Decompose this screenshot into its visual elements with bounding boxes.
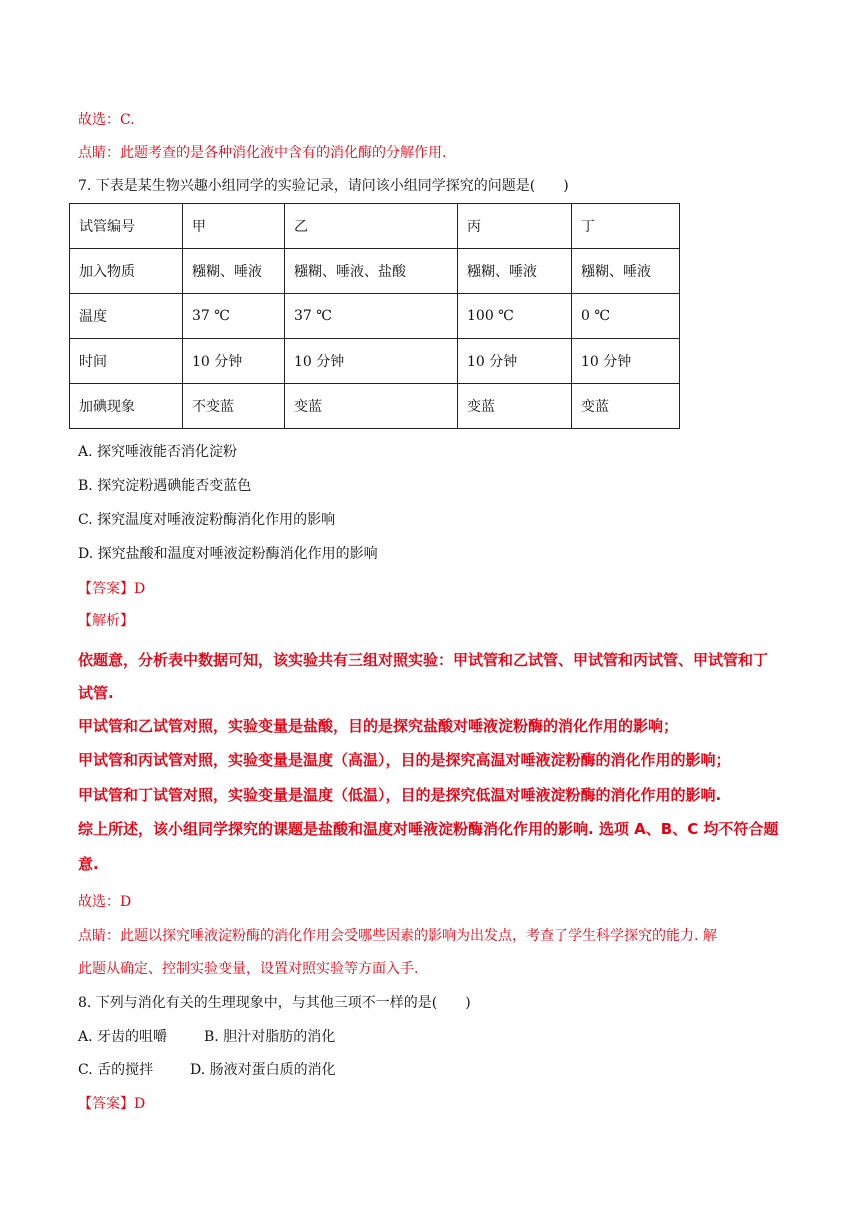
analysis-line: 综上所述，该小组同学探究的课题是盐酸和温度对唾液淀粉酶消化作用的影响. 选项 A、B、C 均不符合题 xyxy=(78,820,779,838)
table-cell: 糨糊、唾液 xyxy=(572,249,680,294)
table-row xyxy=(70,294,680,339)
previous-answer-choice: 故选：C. xyxy=(78,112,135,128)
table-row xyxy=(70,249,680,294)
question-7-stem: 7. 下表是某生物兴趣小组同学的实验记录，请问该小组同学探究的问题是( ) xyxy=(78,178,569,194)
analysis-line: 意. xyxy=(78,855,99,873)
table-cell: 丙 xyxy=(458,204,572,249)
table-cell: 加碘现象 xyxy=(70,384,183,429)
table-cell: 10 分钟 xyxy=(458,339,572,384)
option-b: B. 探究淀粉遇碘能否变蓝色 xyxy=(78,478,252,494)
table-cell: 丁 xyxy=(572,204,680,249)
question-8-option-c: C. 舌的搅拌 xyxy=(78,1062,154,1078)
table-cell: 加入物质 xyxy=(70,249,183,294)
experiment-record-table xyxy=(69,203,680,429)
table-cell: 10 分钟 xyxy=(572,339,680,384)
option-d: D. 探究盐酸和温度对唾液淀粉酶消化作用的影响 xyxy=(78,546,378,562)
question-8-option-d: D. 肠液对蛋白质的消化 xyxy=(190,1062,336,1078)
table-cell: 100 ℃ xyxy=(458,294,572,339)
table-cell: 37 ℃ xyxy=(285,294,458,339)
question-8-stem: 8. 下列与消化有关的生理现象中，与其他三项不一样的是( ) xyxy=(78,995,471,1011)
question-7-comment: 此题从确定、控制实验变量，设置对照实验等方面入手. xyxy=(78,961,419,977)
analysis-label: 【解析】 xyxy=(78,613,134,629)
option-a: A. 探究唾液能否消化淀粉 xyxy=(78,444,238,460)
table-cell: 时间 xyxy=(70,339,183,384)
table-cell: 试管编号 xyxy=(70,204,183,249)
table-cell: 温度 xyxy=(70,294,183,339)
table-cell: 甲 xyxy=(183,204,285,249)
table-cell: 乙 xyxy=(285,204,458,249)
table-cell: 变蓝 xyxy=(572,384,680,429)
table-cell: 37 ℃ xyxy=(183,294,285,339)
question-7-answer: 【答案】D xyxy=(78,581,146,597)
analysis-line: 甲试管和丁试管对照，实验变量是温度（低温），目的是探究低温对唾液淀粉酶的消化作用的影响. xyxy=(78,786,722,804)
previous-comment: 点睛：此题考查的是各种消化液中含有的消化酶的分解作用. xyxy=(78,145,447,161)
table-cell: 0 ℃ xyxy=(572,294,680,339)
analysis-line: 甲试管和乙试管对照，实验变量是盐酸，目的是探究盐酸对唾液淀粉酶的消化作用的影响； xyxy=(78,717,679,735)
table-cell: 变蓝 xyxy=(458,384,572,429)
table-cell: 糨糊、唾液 xyxy=(183,249,285,294)
table-row xyxy=(70,204,680,249)
question-8-option-b: B. 胆汁对脂肪的消化 xyxy=(204,1029,336,1045)
table-cell: 10 分钟 xyxy=(285,339,458,384)
question-7-final-choice: 故选：D xyxy=(78,894,132,910)
table-cell: 10 分钟 xyxy=(183,339,285,384)
analysis-line: 甲试管和丙试管对照，实验变量是温度（高温），目的是探究高温对唾液淀粉酶的消化作用的影响； xyxy=(78,751,731,769)
analysis-line: 依题意，分析表中数据可知，该实验共有三组对照实验：甲试管和乙试管、甲试管和丙试管、甲试管和丁 xyxy=(78,651,769,669)
analysis-line: 试管. xyxy=(78,684,114,702)
table-row xyxy=(70,384,680,429)
table-cell: 变蓝 xyxy=(285,384,458,429)
question-7-comment: 点睛：此题以探究唾液淀粉酶的消化作用会受哪些因素的影响为出发点，考查了学生科学探究的能力. 解 xyxy=(78,928,717,944)
question-8-answer: 【答案】D xyxy=(78,1096,146,1112)
table-cell: 不变蓝 xyxy=(183,384,285,429)
table-cell: 糨糊、唾液 xyxy=(458,249,572,294)
option-c: C. 探究温度对唾液淀粉酶消化作用的影响 xyxy=(78,512,336,528)
table-row xyxy=(70,339,680,384)
question-8-option-a: A. 牙齿的咀嚼 xyxy=(78,1029,168,1045)
table-cell: 糨糊、唾液、盐酸 xyxy=(285,249,458,294)
